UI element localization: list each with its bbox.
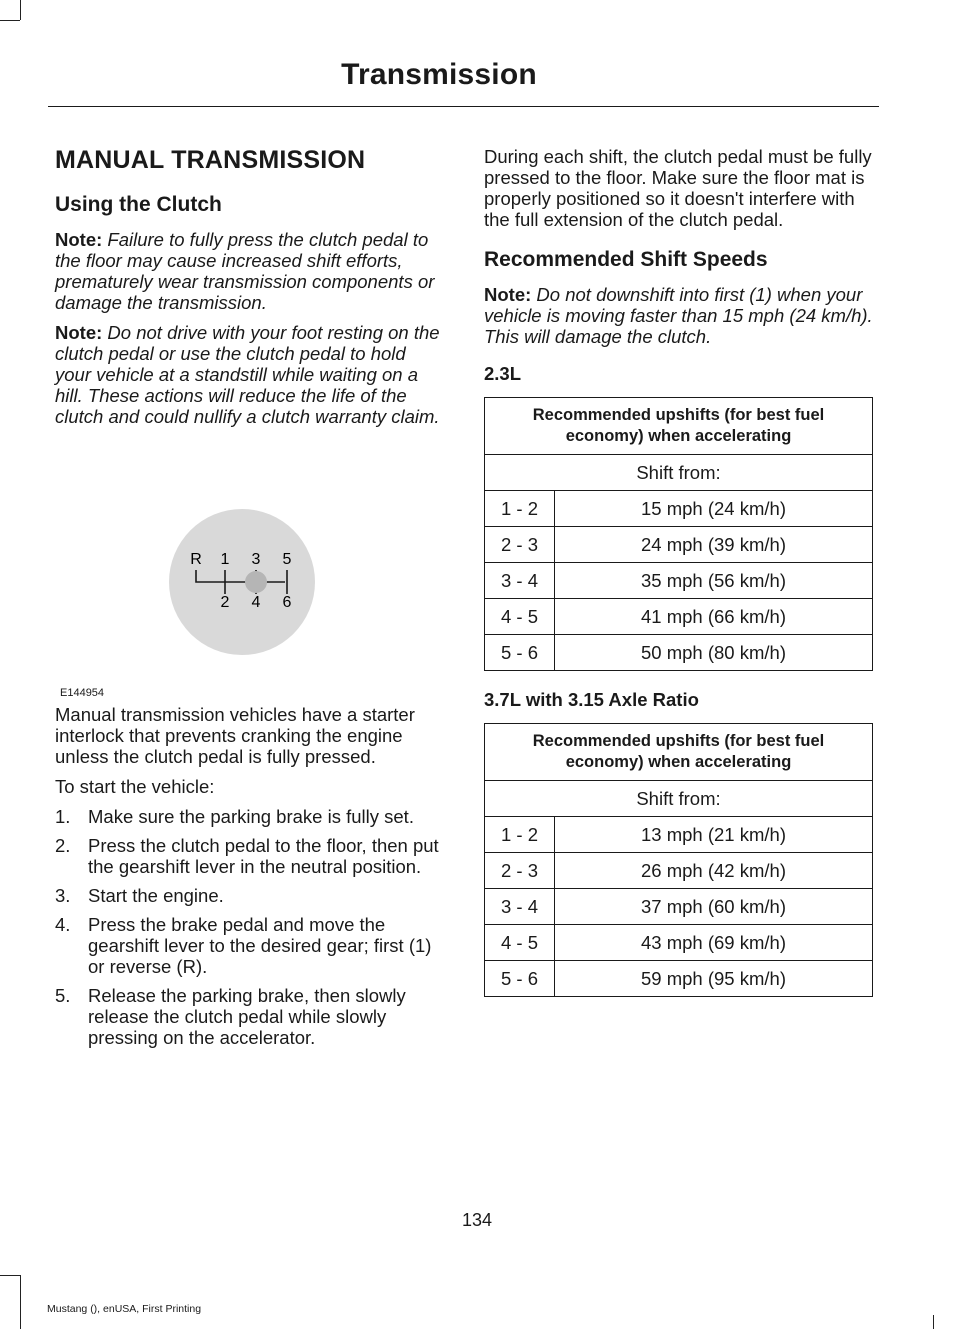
start-steps-list [55,806,445,1048]
table-row [485,635,873,671]
step-text: Press the brake pedal and move the gearshift lever to the desired gear; first (1) or reverse (R). [88,914,432,977]
gear-label: 5 [282,551,292,568]
shift-speed: 37 mph (60 km/h) [555,889,873,925]
table-row [485,599,873,635]
table-header: Recommended upshifts (for best fuel economy) when accelerating [485,724,873,781]
note [55,322,445,427]
shift-speed: 24 mph (39 km/h) [555,527,873,563]
step-number: 3. [55,885,71,906]
step-text: Start the engine. [88,885,224,906]
gear-label: 3 [251,551,261,568]
shift-speed: 26 mph (42 km/h) [555,853,873,889]
table-label: 3.7L with 3.15 Axle Ratio [484,689,699,710]
list-item [55,885,445,906]
shift-speed-table [484,723,873,997]
crop-mark [20,0,21,20]
note-label: Note: [55,322,103,343]
crop-mark [933,1315,934,1329]
list-item [55,914,445,977]
table-row [485,961,873,997]
shift-speed: 41 mph (66 km/h) [555,599,873,635]
table-row [485,527,873,563]
shift-speed: 13 mph (21 km/h) [555,817,873,853]
shift-speed: 43 mph (69 km/h) [555,925,873,961]
shift-range: 5 - 6 [485,635,555,671]
shift-pattern-figure [55,439,445,704]
step-text: Press the clutch pedal to the floor, then put the gearshift lever in the neutral position. [88,835,439,877]
shift-range: 2 - 3 [485,527,555,563]
table-row [485,563,873,599]
shift-range: 4 - 5 [485,925,555,961]
crop-mark [0,20,20,21]
shift-range: 1 - 2 [485,491,555,527]
note-text: Do not downshift into first (1) when your vehicle is moving faster than 15 mph (24 km/h). This will damage the clutch. [484,284,873,347]
shift-range: 3 - 4 [485,563,555,599]
note-text: Do not drive with your foot resting on the clutch pedal or use the clutch pedal to hold your vehicle at a standstill while waiting on a hill. These actions will reduce the life of the clutch and could nullify a clutch warranty claim. [55,322,440,427]
table-subheader: Shift from: [485,455,873,491]
note [55,229,445,313]
shift-speed: 50 mph (80 km/h) [555,635,873,671]
table-row [485,925,873,961]
section-title: MANUAL TRANSMISSION [55,146,366,174]
gear-label: 1 [220,551,230,568]
note-label: Note: [55,229,103,250]
header-rule [48,106,879,107]
table-header: Recommended upshifts (for best fuel economy) when accelerating [485,398,873,455]
crop-mark [0,1275,20,1276]
shift-range: 4 - 5 [485,599,555,635]
subsection-title: Using the Clutch [55,193,222,216]
list-item [55,835,445,877]
subsection-title: Recommended Shift Speeds [484,248,768,271]
step-text: Make sure the parking brake is fully set. [88,806,414,827]
note-text: Failure to fully press the clutch pedal to the floor may cause increased shift efforts, prematurely wear transmission components or damage the transmission. [55,229,435,313]
page-title: Transmission [341,58,537,91]
interlock-paragraph: Manual transmission vehicles have a starter interlock that prevents cranking the engine unless the clutch pedal is fully pressed. [55,704,415,767]
footer-imprint: Mustang (), enUSA, First Printing [47,1303,202,1315]
figure-code: E144954 [60,687,105,699]
step-number: 2. [55,835,71,856]
left-column [55,146,445,1056]
table-row [485,491,873,527]
shift-range: 2 - 3 [485,853,555,889]
shift-range: 1 - 2 [485,817,555,853]
shift-speed: 35 mph (56 km/h) [555,563,873,599]
note [484,284,874,347]
table-row [485,817,873,853]
table-subheader-row [485,781,873,817]
table-label: 2.3L [484,363,522,384]
step-number: 1. [55,806,71,827]
table-header-row [485,398,873,455]
shift-speed-table [484,397,873,671]
table-row [485,889,873,925]
shift-speed: 59 mph (95 km/h) [555,961,873,997]
shift-range: 5 - 6 [485,961,555,997]
gear-label: R [190,551,202,568]
step-number: 4. [55,914,71,935]
clutch-shift-paragraph: During each shift, the clutch pedal must be fully pressed to the floor. Make sure the floor mat is properly positioned so it doesn't interfere with the full extension of the clutch pedal. [484,146,872,230]
table-row [485,853,873,889]
crop-mark [20,1275,21,1329]
shift-pattern-diagram [167,507,317,657]
start-heading: To start the vehicle: [55,776,215,797]
table-header-row [485,724,873,781]
gear-label: 4 [251,594,261,611]
step-number: 5. [55,985,71,1006]
gear-label: 2 [220,594,230,611]
table-subheader: Shift from: [485,781,873,817]
shift-speed: 15 mph (24 km/h) [555,491,873,527]
table-subheader-row [485,455,873,491]
step-text: Release the parking brake, then slowly release the clutch pedal while slowly pressing on the accelerator. [88,985,406,1048]
right-column [484,146,874,1015]
page-number: 134 [461,1210,493,1230]
neutral-position-dot [245,571,267,593]
note-label: Note: [484,284,532,305]
shift-range: 3 - 4 [485,889,555,925]
list-item [55,985,445,1048]
gear-label: 6 [282,594,292,611]
list-item [55,806,445,827]
